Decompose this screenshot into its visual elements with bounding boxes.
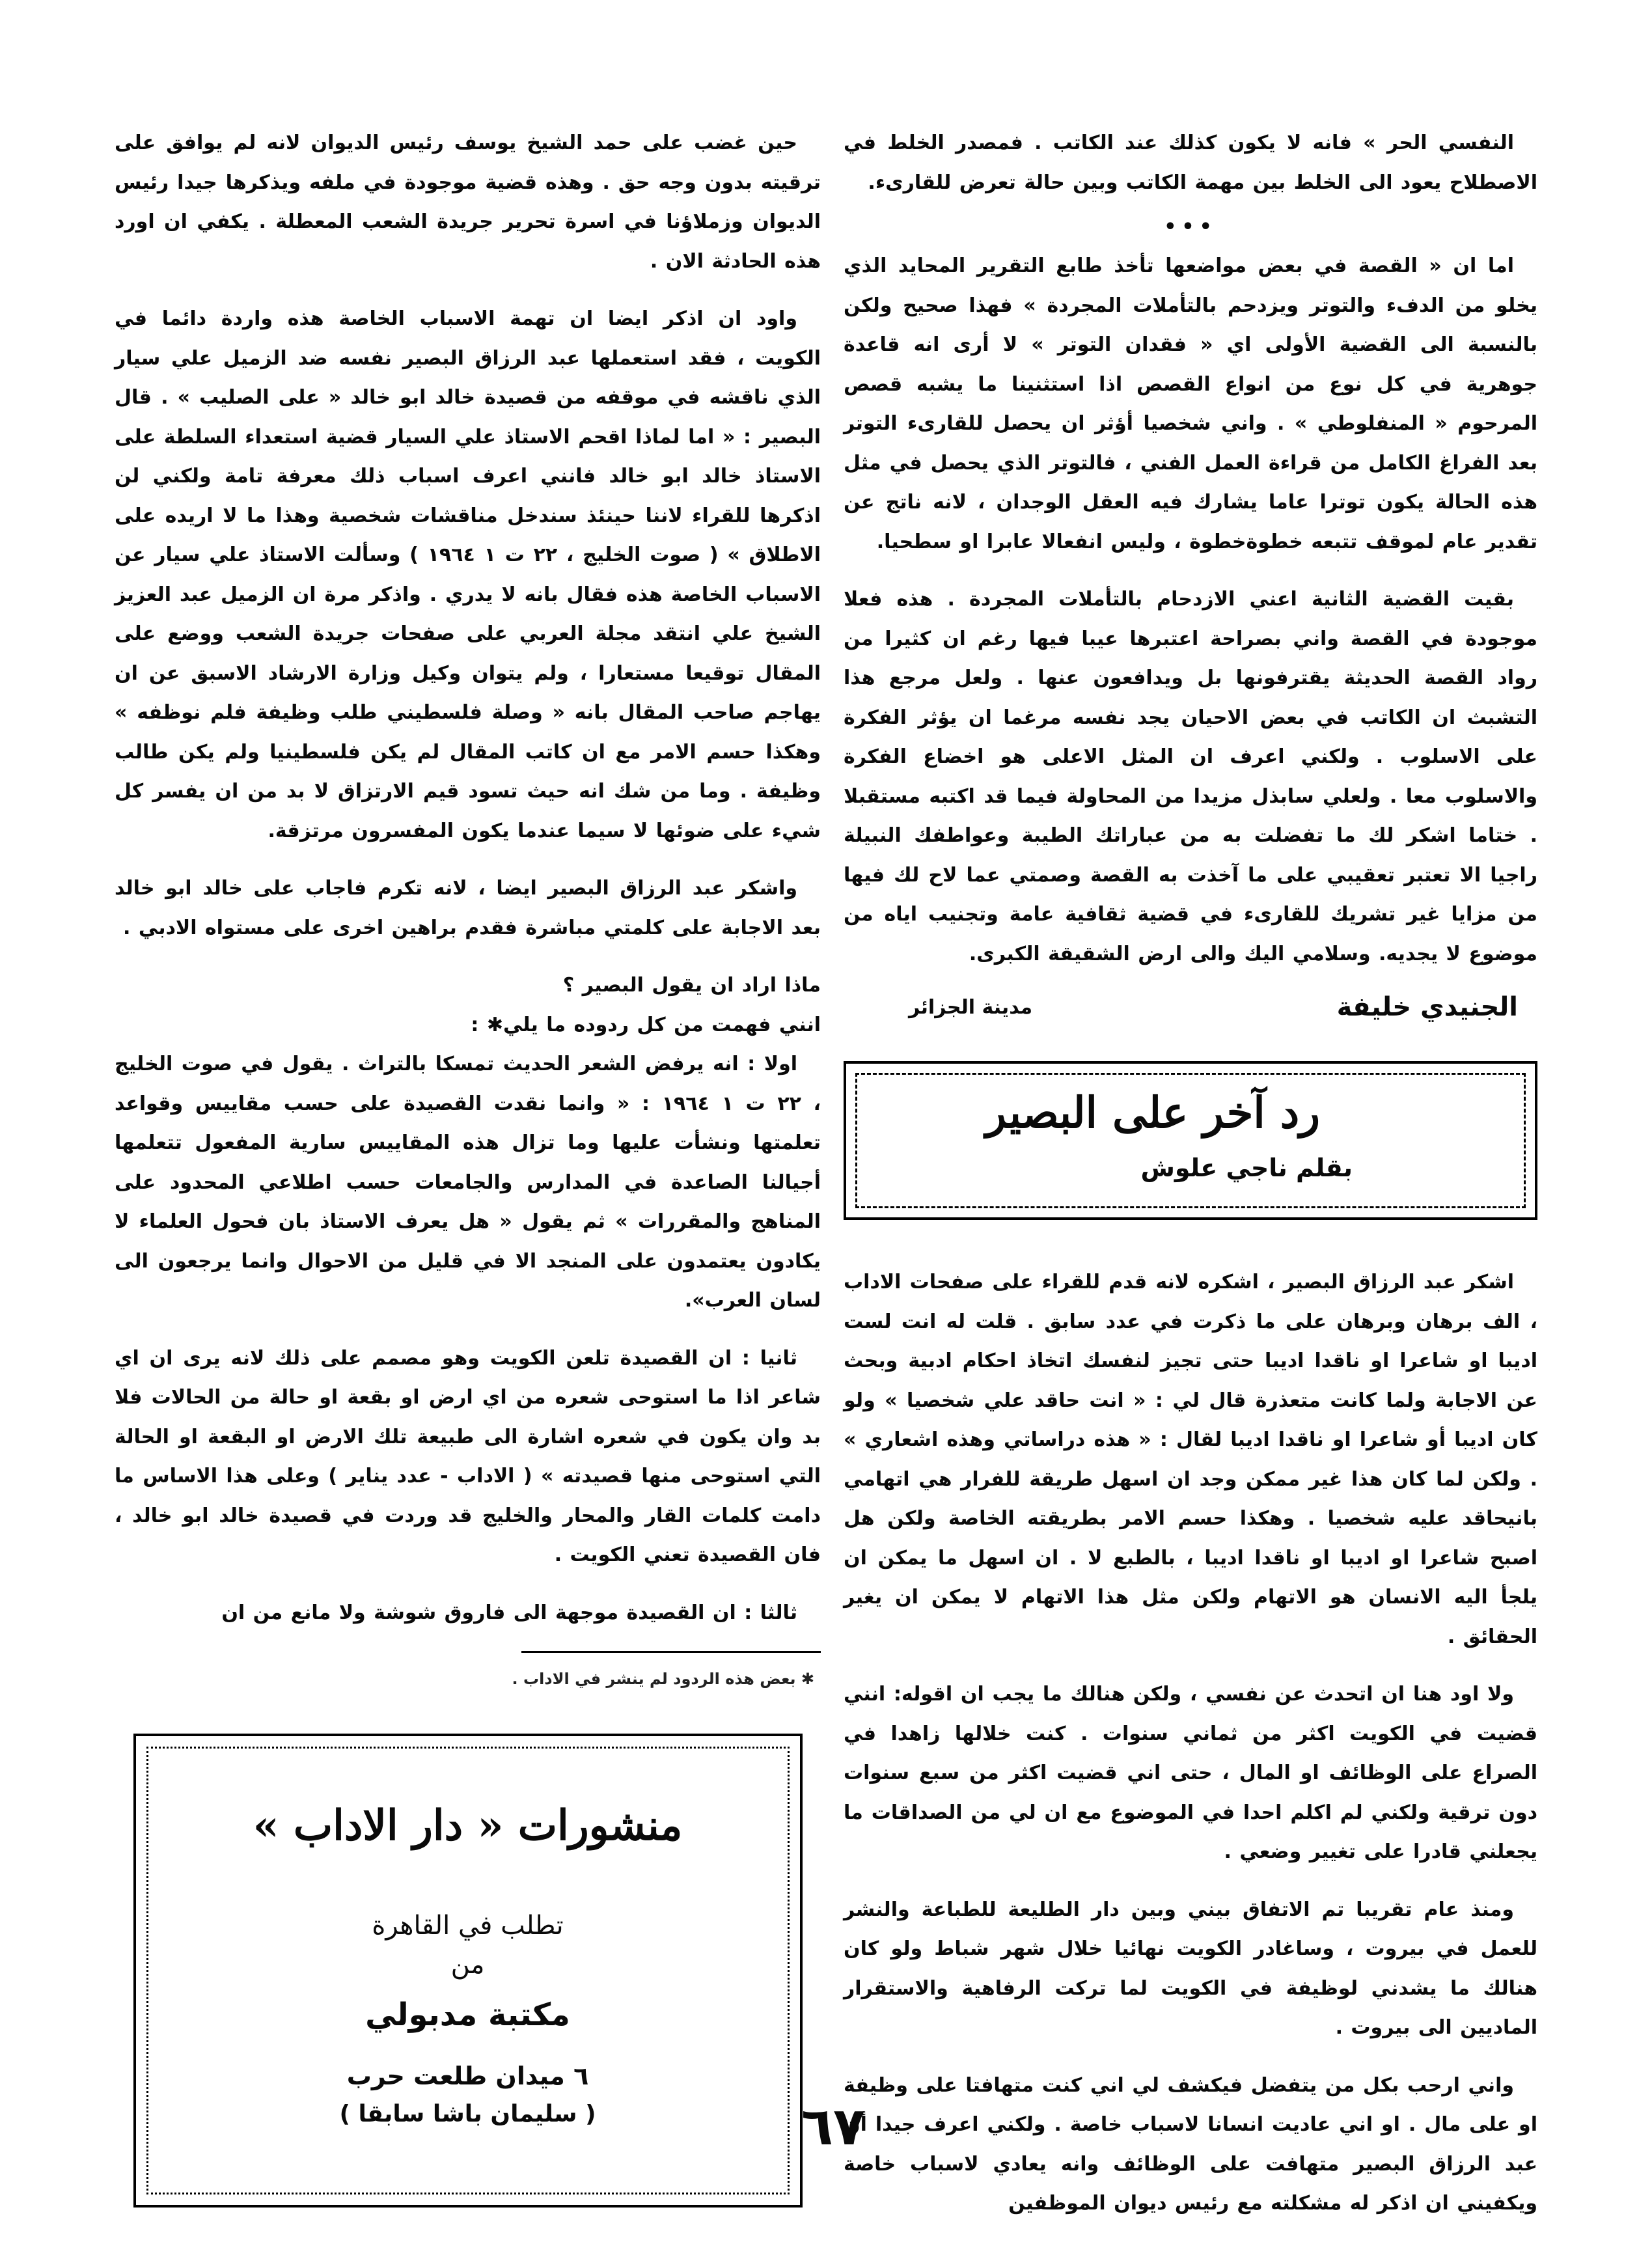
paragraph: اولا : انه يرفض الشعر الحديث تمسكا بالتراث . يقول في صوت الخليج ، ٢٢ ت ١ ١٩٦٤ : « وانما نقدت القصيدة على حسب مقاييس وقواعد تعلمتها ونشأت عليها وما تزال هذه المقاييس سارية المفعول تتعلمها أجيالنا الصاعدة في المدارس والجامعات حسب اطلاعي المحدود على المناهج والمقررات » ثم يقول « هل يعرف الاستاذ بان فحول العلماء لا يكادون يعتمدون على المنجد الا في قليل من الاحوال وانما يرجعون الى لسان العرب». bbox=[115, 1053, 821, 1312]
ad-line: تطلب في القاهرة bbox=[372, 1911, 564, 1941]
paragraph: اما ان « القصة في بعض مواضعها تأخذ طابع التقرير المحايد الذي يخلو من الدفء والتوتر ويزدحم بالتأملات المجردة » فهذا صحيح ولكن بالنسبة الى القضية الأولى اي « فقدان التوتر » لا أرى انه قاعدة جوهرية في كل نوع من انواع القصص اذا استثنينا ما يشبه قصص المرحوم « المنفلوطي » . واني شخصيا أؤثر ان يحصل للقارىء التوتر بعد الفراغ الكامل من قراءة العمل الفني ، فالتوتر الذي يحصل في مثل هذه الحالة يكون توترا عاما يشارك فيه العقل الوجدان ، لانه ناتج عن تقدير عام لموقف تتبعه خطوةخطوة ، وليس انفعالا عابرا او سطحيا. bbox=[844, 255, 1537, 553]
paragraph: واني ارحب بكل من يتفضل فيكشف لي اني كنت متهافتا على وظيفة او على مال . او اني عاديت انسانا لاسباب خاصة . ولكني اعرف جيدا أن عبد الرزاق البصير متهافت على الوظائف وانه يعادي لاسباب خاصة ويكفيني ان اذكر له مشكلته مع رئيس ديوان الموظفين bbox=[844, 2073, 1537, 2215]
paragraph: واشكر عبد الرزاق البصير ايضا ، لانه تكرم فاجاب على خالد ابو خالد بعد الاجابة على كلمتي مباشرة فقدم براهين اخرى على مستواه الادبي . bbox=[115, 877, 821, 939]
section-separator: ••• bbox=[1164, 215, 1217, 238]
signature-name: الجنيدي خليفة bbox=[1336, 992, 1518, 1022]
left-column bbox=[115, 124, 821, 2207]
right-column bbox=[844, 124, 1537, 2242]
paragraph: حين غضب على حمد الشيخ يوسف رئيس الديوان لانه لم يوافق على ترقيته بدون وجه حق . وهذه قضية موجودة في ملفه ويذكرها جيدا رئيس الديوان وزملاؤنا في اسرة تحرير جريدة الشعب المعطلة . يكفي ان اورد هذه الحادثة الان . bbox=[115, 131, 821, 273]
paragraph: ومنذ عام تقريبا تم الاتفاق بيني وبين دار الطليعة للطباعة والنشر للعمل في بيروت ، وساغادر الكويت نهائيا خلال شهر شباط ولو كان هنالك ما يشدني لوظيفة في الكويت لما تركت الرفاهية والاستقرار الماديين الى بيروت . bbox=[844, 1898, 1537, 2039]
article-title-box bbox=[844, 1061, 1537, 1220]
article-byline: بقلم ناجي علوش bbox=[1140, 1154, 1353, 1182]
ad-address: ٦ ميدان طلعت حرب bbox=[346, 2062, 589, 2090]
paragraph: ثانيا : ان القصيدة تلعن الكويت وهو مصمم على ذلك لانه يرى ان اي شاعر اذا ما استوحى شعره من اي ارض او بقعة او حالة من الحالات فلا بد وان يكون في شعره اشارة الى طبيعة تلك الارض او البقعة او الحالة التي استوحى منها قصيدته » ( الاداب - عدد يناير ) وعلى هذا الاساس ما دامت كلمات القار والمحار والخليج قد وردت في قصيدة خالد ابو خالد ، فان القصيدة تعني الكويت . bbox=[115, 1346, 821, 1566]
paragraph: اشكر عبد الرزاق البصير ، اشكره لانه قدم للقراء على صفحات الاداب ، الف برهان وبرهان على ما ذكرت في عدد سابق . قلت له انت لست اديبا او شاعرا او ناقدا اديبا حتى تجيز لنفسك اتخاذ احكام ادبية وبحث عن الاجابة ولما كانت متعذرة قال لي : « انت حاقد علي شخصيا » ولو كان اديبا أو شاعرا او ناقدا اديبا لقال : « هذه دراساتي وهذه اشعاري » . ولكن لما كان هذا غير ممكن وجد ان اسهل طريقة للفرار هي اتهامي بانيحاقد عليه شخصيا . وهكذا حسم الامر بطريقته الخاصة ولكن هل اصبح شاعرا او اديبا او ناقدا اديبا ، بالطبع لا . ان اسهل ما يمكن ان يلجأ اليه الانسان هو الاتهام ولكن مثل هذا الاتهام لا يمكن ان يغير الحقائق . bbox=[844, 1271, 1537, 1648]
paragraph: ولا اود هنا ان اتحدث عن نفسي ، ولكن هنالك ما يجب ان اقوله: انني قضيت في الكويت اكثر من ثماني سنوات . كنت خلالها زاهدا في الصراع على الوظائف او المال ، حتى اني قضيت اكثر من سبع سنوات دون ترقية ولكني لم اكلم احدا في الموضوع مع ان لي من الصداقات ما يجعلني قادرا على تغيير وضعي . bbox=[844, 1683, 1537, 1863]
footnote: ✱ بعض هذه الردود لم ينشر في الاداب . bbox=[512, 1670, 814, 1688]
page-number: ٦٧ bbox=[801, 2096, 865, 2157]
advertisement-box bbox=[133, 1734, 803, 2207]
signature-city: مدينة الجزائر bbox=[909, 995, 1033, 1019]
ad-store-name: مكتبة مدبولي bbox=[365, 1997, 570, 2033]
paragraph: ماذا اراد ان يقول البصير ؟ bbox=[562, 974, 821, 997]
ad-address-note: ( سليمان باشا سابقا ) bbox=[339, 2101, 596, 2127]
paragraph: ثالثا : ان القصيدة موجهة الى فاروق شوشة ولا مانع من ان bbox=[221, 1601, 797, 1624]
paragraph: انني فهمت من كل ردوده ما يلي✱ : bbox=[471, 1013, 821, 1036]
letter-signature bbox=[909, 992, 1518, 1022]
paragraph: واود ان اذكر ايضا ان تهمة الاسباب الخاصة هذه واردة دائما في الكويت ، فقد استعملها عبد الرزاق البصير نفسه ضد الزميل علي سيار الذي ناقشه في موقفه من قصيدة خالد ابو خالد « على الصليب » . قال البصير : « اما لماذا اقحم الاستاذ علي السيار قضية استعداء السلطة على الاستاذ خالد ابو خالد فانني اعرف اسباب ذلك معرفة تامة ولكني لن اذكرها للقراء لاننا حينئذ سندخل مناقشات شخصية وهذا ما لا اريده على الاطلاق » ( صوت الخليج ، ٢٢ ت ١ ١٩٦٤ ) وسألت الاستاذ علي سيار عن الاسباب الخاصة هذه فقال بانه لا يدري . واذكر مرة ان الزميل عبد العزيز الشيخ علي انتقد مجلة العربي على صفحات جريدة الشعب ووضع على المقال توقيعا مستعارا ، ولم يتوان وكيل وزارة الارشاد الاسبق عن ان يهاجم صاحب المقال بانه « وصلة فلسطيني طلب وظيفة فلم نوظفه » وهكذا حسم الامر مع ان كاتب المقال لم يكن فلسطينيا ولم يكن طالب وظيفة . وما من شك انه حيث تسود قيم الارتزاق لا بد من ان يفسر كل شيء على ضوئها لا سيما عندما يكون المفسرون مرتزقة. bbox=[115, 307, 821, 842]
paragraph: النفسي الحر » فانه لا يكون كذلك عند الكاتب . فمصدر الخلط في الاصطلاح يعود الى الخلط بين مهمة الكاتب وبين حالة تعرض للقارىء. bbox=[844, 131, 1537, 194]
paragraph: بقيت القضية الثانية اعني الازدحام بالتأملات المجردة . هذه فعلا موجودة في القصة واني بصراحة اعتبرها عيبا فيها رغم ان كثيرا من رواد القصة الحديثة يقترفونها بل ويدافعون عنها . ولعل مرجع هذا التشبث ان الكاتب في بعض الاحيان يجد نفسه مرغما ان يؤثر الفكرة على الاسلوب . ولكني اعرف ان المثل الاعلى هو اخضاع الفكرة والاسلوب معا . ولعلي سابذل مزيدا من المحاولة فيما قد اكتبه مستقبلا . ختاما اشكر لك ما تفضلت به من عباراتك الطيبة وعواطفك النبيلة راجيا الا تعتبر تعقيبي على ما آخذت به القصة وصمتي عما لاح لك فيها من مزايا غير تشريك للقارىء في قضية ثقافية عامة وتجنيب اياه من موضوع لا يجديه. وسلامي اليك والى ارض الشقيقة الكبرى. bbox=[844, 588, 1537, 965]
ad-line: من bbox=[450, 1950, 485, 1980]
footnote-rule bbox=[521, 1651, 821, 1653]
ad-title: منشورات « دار الاداب » bbox=[253, 1801, 683, 1850]
article-title: رد آخر على البصير bbox=[985, 1087, 1320, 1138]
